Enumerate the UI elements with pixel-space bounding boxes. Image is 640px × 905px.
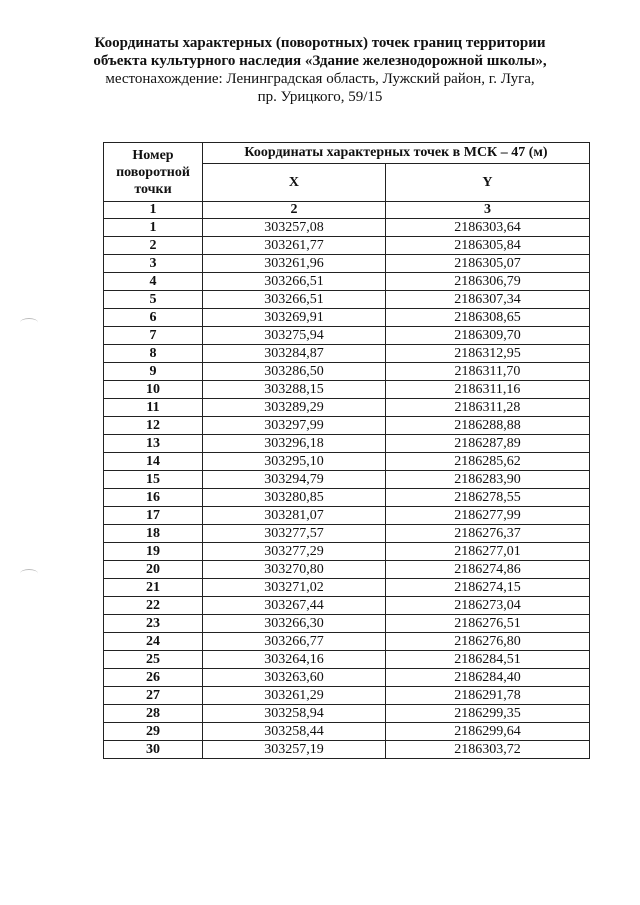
x-coordinate: 303258,44	[203, 723, 386, 741]
table-row	[104, 507, 590, 525]
x-coordinate: 303288,15	[203, 381, 386, 399]
title-line-3: местонахождение: Ленинградская область, Лужский район, г. Луга,	[105, 71, 535, 87]
y-coordinate: 2186303,64	[385, 219, 589, 237]
x-coordinate: 303257,08	[203, 219, 386, 237]
point-number: 17	[104, 507, 203, 525]
point-number: 2	[104, 237, 203, 255]
column-index-3: 3	[385, 202, 589, 219]
y-coordinate: 2186311,28	[385, 399, 589, 417]
point-number: 27	[104, 687, 203, 705]
y-coordinate: 2186284,40	[385, 669, 589, 687]
table-row	[104, 723, 590, 741]
y-coordinate: 2186277,01	[385, 543, 589, 561]
table-row	[104, 633, 590, 651]
table-row	[104, 417, 590, 435]
header-x: X	[203, 164, 386, 202]
table-row	[104, 651, 590, 669]
point-number: 29	[104, 723, 203, 741]
point-number: 30	[104, 741, 203, 759]
point-number: 21	[104, 579, 203, 597]
x-coordinate: 303267,44	[203, 597, 386, 615]
y-coordinate: 2186276,80	[385, 633, 589, 651]
y-coordinate: 2186287,89	[385, 435, 589, 453]
y-coordinate: 2186305,84	[385, 237, 589, 255]
table-row	[104, 615, 590, 633]
y-coordinate: 2186303,72	[385, 741, 589, 759]
column-index-1: 1	[104, 202, 203, 219]
point-number: 25	[104, 651, 203, 669]
x-coordinate: 303263,60	[203, 669, 386, 687]
y-coordinate: 2186299,64	[385, 723, 589, 741]
x-coordinate: 303277,29	[203, 543, 386, 561]
point-number: 8	[104, 345, 203, 363]
column-index-2: 2	[203, 202, 386, 219]
x-coordinate: 303281,07	[203, 507, 386, 525]
point-number: 1	[104, 219, 203, 237]
table-row	[104, 453, 590, 471]
point-number: 24	[104, 633, 203, 651]
point-number: 28	[104, 705, 203, 723]
x-coordinate: 303266,51	[203, 273, 386, 291]
x-coordinate: 303286,50	[203, 363, 386, 381]
x-coordinate: 303270,80	[203, 561, 386, 579]
coordinates-table	[103, 142, 590, 759]
header-coordinates: Координаты характерных точек в МСК – 47 (м)	[203, 143, 590, 164]
point-number: 5	[104, 291, 203, 309]
x-coordinate: 303261,77	[203, 237, 386, 255]
x-coordinate: 303296,18	[203, 435, 386, 453]
y-coordinate: 2186274,86	[385, 561, 589, 579]
point-number: 4	[104, 273, 203, 291]
point-number: 16	[104, 489, 203, 507]
point-number: 10	[104, 381, 203, 399]
x-coordinate: 303297,99	[203, 417, 386, 435]
table-row	[104, 687, 590, 705]
title-line-1: Координаты характерных (поворотных) точек границ территории	[94, 35, 546, 51]
x-coordinate: 303261,29	[203, 687, 386, 705]
table-row	[104, 273, 590, 291]
table-row	[104, 237, 590, 255]
x-coordinate: 303275,94	[203, 327, 386, 345]
y-coordinate: 2186299,35	[385, 705, 589, 723]
x-coordinate: 303284,87	[203, 345, 386, 363]
x-coordinate: 303257,19	[203, 741, 386, 759]
y-coordinate: 2186276,51	[385, 615, 589, 633]
y-coordinate: 2186283,90	[385, 471, 589, 489]
table-row	[104, 741, 590, 759]
y-coordinate: 2186312,95	[385, 345, 589, 363]
title-line-4: пр. Урицкого, 59/15	[257, 89, 383, 105]
point-number: 19	[104, 543, 203, 561]
table-row	[104, 309, 590, 327]
table-row	[104, 705, 590, 723]
header-y: Y	[385, 164, 589, 202]
table-row	[104, 327, 590, 345]
y-coordinate: 2186284,51	[385, 651, 589, 669]
x-coordinate: 303294,79	[203, 471, 386, 489]
y-coordinate: 2186278,55	[385, 489, 589, 507]
y-coordinate: 2186308,65	[385, 309, 589, 327]
table-row	[104, 579, 590, 597]
point-number: 23	[104, 615, 203, 633]
point-number: 18	[104, 525, 203, 543]
point-number: 13	[104, 435, 203, 453]
x-coordinate: 303266,30	[203, 615, 386, 633]
table-row	[104, 219, 590, 237]
point-number: 6	[104, 309, 203, 327]
point-number: 3	[104, 255, 203, 273]
y-coordinate: 2186291,78	[385, 687, 589, 705]
point-number: 20	[104, 561, 203, 579]
document-title	[0, 34, 640, 106]
point-number: 15	[104, 471, 203, 489]
x-coordinate: 303264,16	[203, 651, 386, 669]
y-coordinate: 2186306,79	[385, 273, 589, 291]
table-row	[104, 543, 590, 561]
x-coordinate: 303261,96	[203, 255, 386, 273]
y-coordinate: 2186285,62	[385, 453, 589, 471]
point-number: 7	[104, 327, 203, 345]
table-row	[104, 399, 590, 417]
table-row	[104, 345, 590, 363]
table-row	[104, 255, 590, 273]
point-number: 12	[104, 417, 203, 435]
y-coordinate: 2186307,34	[385, 291, 589, 309]
table-row	[104, 435, 590, 453]
y-coordinate: 2186311,70	[385, 363, 589, 381]
y-coordinate: 2186309,70	[385, 327, 589, 345]
y-coordinate: 2186311,16	[385, 381, 589, 399]
scan-punch-mark	[20, 318, 38, 327]
x-coordinate: 303280,85	[203, 489, 386, 507]
x-coordinate: 303266,77	[203, 633, 386, 651]
x-coordinate: 303271,02	[203, 579, 386, 597]
x-coordinate: 303258,94	[203, 705, 386, 723]
x-coordinate: 303289,29	[203, 399, 386, 417]
header-point-number: Номер поворотной точки	[104, 143, 203, 202]
table-body	[104, 219, 590, 759]
point-number: 9	[104, 363, 203, 381]
table-row	[104, 471, 590, 489]
point-number: 11	[104, 399, 203, 417]
y-coordinate: 2186276,37	[385, 525, 589, 543]
x-coordinate: 303295,10	[203, 453, 386, 471]
table-row	[104, 291, 590, 309]
table-row	[104, 561, 590, 579]
table-row	[104, 597, 590, 615]
x-coordinate: 303269,91	[203, 309, 386, 327]
table-row	[104, 669, 590, 687]
table-row	[104, 363, 590, 381]
table-row	[104, 525, 590, 543]
title-line-2: объекта культурного наследия «Здание железнодорожной школы»,	[93, 53, 547, 69]
point-number: 22	[104, 597, 203, 615]
scan-punch-mark	[20, 569, 38, 578]
point-number: 14	[104, 453, 203, 471]
y-coordinate: 2186288,88	[385, 417, 589, 435]
table-row	[104, 381, 590, 399]
x-coordinate: 303277,57	[203, 525, 386, 543]
x-coordinate: 303266,51	[203, 291, 386, 309]
table-row	[104, 489, 590, 507]
y-coordinate: 2186277,99	[385, 507, 589, 525]
y-coordinate: 2186305,07	[385, 255, 589, 273]
point-number: 26	[104, 669, 203, 687]
y-coordinate: 2186274,15	[385, 579, 589, 597]
y-coordinate: 2186273,04	[385, 597, 589, 615]
